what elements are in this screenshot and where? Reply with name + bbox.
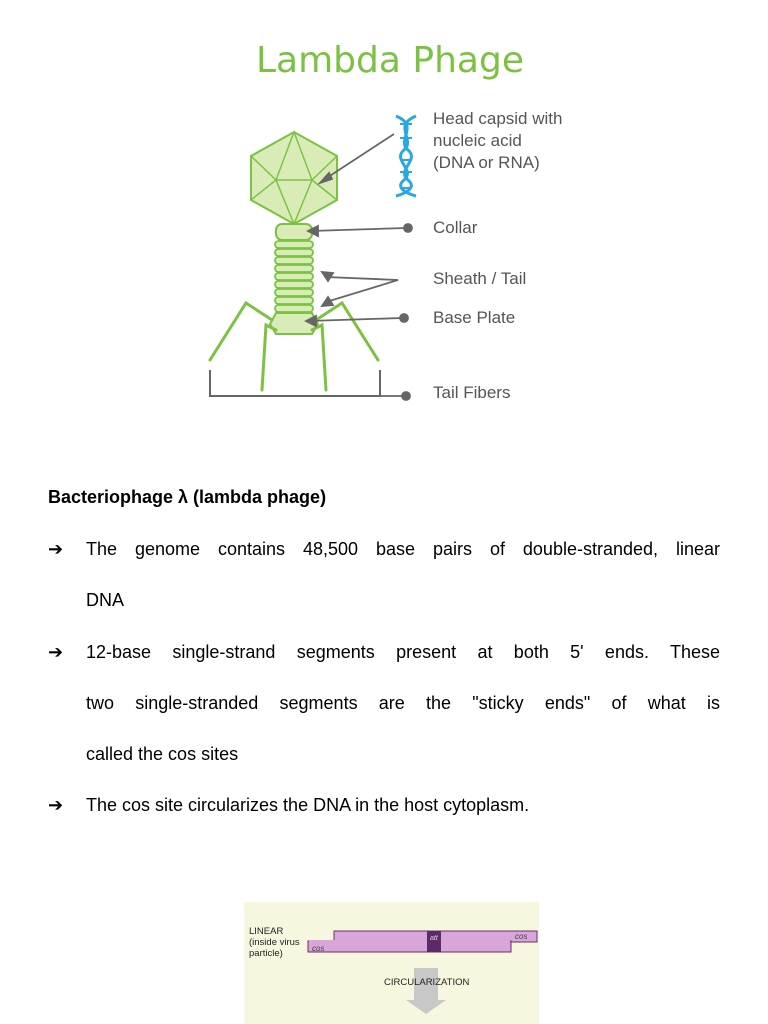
tail-fibers-bracket — [210, 370, 380, 396]
bullet-line: The genome contains 48,500 base pairs of double-stranded, linear — [86, 539, 720, 559]
base-plate-label: Base Plate — [433, 308, 516, 327]
cos-right-label: cos — [515, 932, 528, 941]
arrow-icon: ➔ — [48, 795, 64, 815]
sheath-tail — [275, 241, 313, 312]
linear-label-line-3: particle) — [249, 948, 283, 959]
bullet-line: called the cos sites — [86, 744, 239, 764]
dna-icon — [396, 116, 416, 196]
head-label-line-1: Head capsid with — [433, 109, 563, 128]
head-capsid-label — [433, 108, 562, 174]
bullet-text — [86, 780, 720, 831]
circularization-arrow — [406, 968, 446, 1014]
bullet-line: DNA — [86, 590, 125, 610]
bullet-text — [86, 627, 720, 780]
bullet-line: The cos site circularizes the DNA in the host cytoplasm. — [86, 795, 530, 815]
circularization-label: CIRCULARIZATION — [384, 977, 470, 988]
figure-title: Lambda Phage — [256, 40, 524, 81]
cos-left-label: cos — [312, 944, 325, 953]
head-label-line-2: nucleic acid — [433, 131, 522, 150]
bullet-circularize — [48, 780, 720, 831]
bullet-line: two single-stranded segments are the "sticky ends" of what is — [86, 693, 720, 713]
arrow-icon: ➔ — [48, 539, 64, 559]
sheath-tail-label: Sheath / Tail — [433, 269, 527, 288]
collar-label: Collar — [433, 218, 478, 237]
tail-fibers-label: Tail Fibers — [433, 383, 511, 402]
head-label-line-3: (DNA or RNA) — [433, 153, 540, 172]
bullet-line: 12-base single-strand segments present at both 5' ends. These — [86, 642, 720, 662]
collar — [276, 224, 312, 240]
linear-label-line-2: (inside virus — [249, 937, 300, 948]
circularization-diagram — [244, 902, 539, 1024]
dna-strand-graphic — [244, 902, 539, 1024]
att-label: att — [430, 935, 438, 942]
section-heading: Bacteriophage λ (lambda phage) — [48, 487, 327, 507]
bullet-text — [86, 524, 720, 626]
bullet-genome — [48, 524, 720, 626]
arrow-icon: ➔ — [48, 642, 64, 662]
lambda-phage-figure — [150, 20, 618, 420]
linear-label-line-1: LINEAR — [249, 926, 284, 937]
bullet-sticky-ends — [48, 627, 720, 780]
